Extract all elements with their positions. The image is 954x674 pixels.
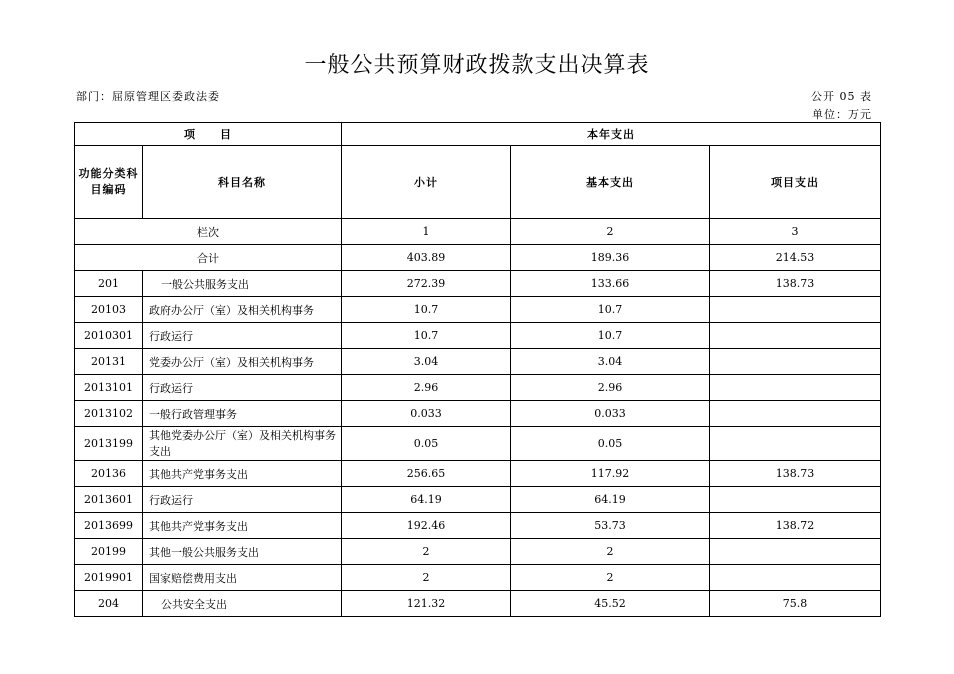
expenditure-table [74, 122, 881, 617]
header-current-year: 本年支出 [342, 123, 881, 146]
row-subtotal: 64.19 [342, 487, 511, 513]
header-project: 项目支出 [710, 146, 881, 219]
row-name: 公共安全支出 [143, 591, 342, 617]
row-project [710, 349, 881, 375]
row-name: 行政运行 [143, 487, 342, 513]
row-code: 20199 [75, 539, 143, 565]
row-project [710, 539, 881, 565]
row-project: 138.72 [710, 513, 881, 539]
row-subtotal: 121.32 [342, 591, 511, 617]
row-code: 2019901 [75, 565, 143, 591]
header-item: 项 目 [75, 123, 342, 146]
row-basic: 133.66 [511, 271, 710, 297]
row-name: 国家赔偿费用支出 [143, 565, 342, 591]
row-basic: 0.05 [511, 427, 710, 461]
header-row-2 [75, 146, 881, 219]
row-name: 行政运行 [143, 323, 342, 349]
row-code: 2013101 [75, 375, 143, 401]
department-label: 部门：屈原管理区委政法委 [76, 90, 220, 103]
column-index-label: 栏次 [75, 219, 342, 245]
row-subtotal: 2.96 [342, 375, 511, 401]
table-row [75, 323, 881, 349]
row-name: 其他共产党事务支出 [143, 513, 342, 539]
row-basic: 10.7 [511, 323, 710, 349]
table-row [75, 349, 881, 375]
table-row [75, 539, 881, 565]
total-row [75, 245, 881, 271]
row-basic: 2 [511, 539, 710, 565]
column-index-1: 1 [342, 219, 511, 245]
row-project [710, 297, 881, 323]
form-number: 公开 05 表 [811, 90, 872, 103]
row-basic: 53.73 [511, 513, 710, 539]
table-row [75, 461, 881, 487]
row-name: 政府办公厅（室）及相关机构事务 [143, 297, 342, 323]
row-name: 其他共产党事务支出 [143, 461, 342, 487]
row-code: 20103 [75, 297, 143, 323]
table-row [75, 487, 881, 513]
table-row [75, 565, 881, 591]
row-subtotal: 3.04 [342, 349, 511, 375]
header-row-1 [75, 123, 881, 146]
row-name: 行政运行 [143, 375, 342, 401]
row-basic: 117.92 [511, 461, 710, 487]
row-name: 一般公共服务支出 [143, 271, 342, 297]
row-project: 138.73 [710, 271, 881, 297]
row-project [710, 323, 881, 349]
row-project [710, 565, 881, 591]
header-basic: 基本支出 [511, 146, 710, 219]
row-code: 2013601 [75, 487, 143, 513]
header-code: 功能分类科目编码 [75, 146, 143, 219]
unit-label: 单位：万元 [812, 108, 872, 121]
table-row [75, 271, 881, 297]
row-code: 204 [75, 591, 143, 617]
total-basic: 189.36 [511, 245, 710, 271]
row-project [710, 427, 881, 461]
data-rows [75, 271, 881, 617]
table-row [75, 375, 881, 401]
row-basic: 10.7 [511, 297, 710, 323]
row-subtotal: 0.033 [342, 401, 511, 427]
total-subtotal: 403.89 [342, 245, 511, 271]
row-code: 2010301 [75, 323, 143, 349]
table-row [75, 427, 881, 461]
column-index-row [75, 219, 881, 245]
column-index-2: 2 [511, 219, 710, 245]
total-project: 214.53 [710, 245, 881, 271]
table-row [75, 591, 881, 617]
row-subtotal: 0.05 [342, 427, 511, 461]
table-row [75, 401, 881, 427]
row-subtotal: 10.7 [342, 323, 511, 349]
row-subtotal: 272.39 [342, 271, 511, 297]
table-row [75, 513, 881, 539]
row-basic: 2.96 [511, 375, 710, 401]
row-basic: 3.04 [511, 349, 710, 375]
row-basic: 45.52 [511, 591, 710, 617]
row-project [710, 401, 881, 427]
row-name: 一般行政管理事务 [143, 401, 342, 427]
total-label: 合计 [75, 245, 342, 271]
row-basic: 2 [511, 565, 710, 591]
row-name: 其他党委办公厅（室）及相关机构事务支出 [143, 427, 342, 461]
row-project [710, 487, 881, 513]
column-index-3: 3 [710, 219, 881, 245]
row-subtotal: 256.65 [342, 461, 511, 487]
row-code: 2013102 [75, 401, 143, 427]
row-project [710, 375, 881, 401]
row-basic: 0.033 [511, 401, 710, 427]
row-subtotal: 2 [342, 565, 511, 591]
header-name: 科目名称 [143, 146, 342, 219]
row-project: 138.73 [710, 461, 881, 487]
row-project: 75.8 [710, 591, 881, 617]
row-code: 20136 [75, 461, 143, 487]
row-code: 20131 [75, 349, 143, 375]
row-basic: 64.19 [511, 487, 710, 513]
row-code: 2013699 [75, 513, 143, 539]
table-row [75, 297, 881, 323]
row-name: 党委办公厅（室）及相关机构事务 [143, 349, 342, 375]
row-name: 其他一般公共服务支出 [143, 539, 342, 565]
header-subtotal: 小计 [342, 146, 511, 219]
row-subtotal: 2 [342, 539, 511, 565]
row-subtotal: 192.46 [342, 513, 511, 539]
row-code: 2013199 [75, 427, 143, 461]
row-subtotal: 10.7 [342, 297, 511, 323]
page-title: 一般公共预算财政拨款支出决算表 [304, 53, 650, 78]
row-code: 201 [75, 271, 143, 297]
